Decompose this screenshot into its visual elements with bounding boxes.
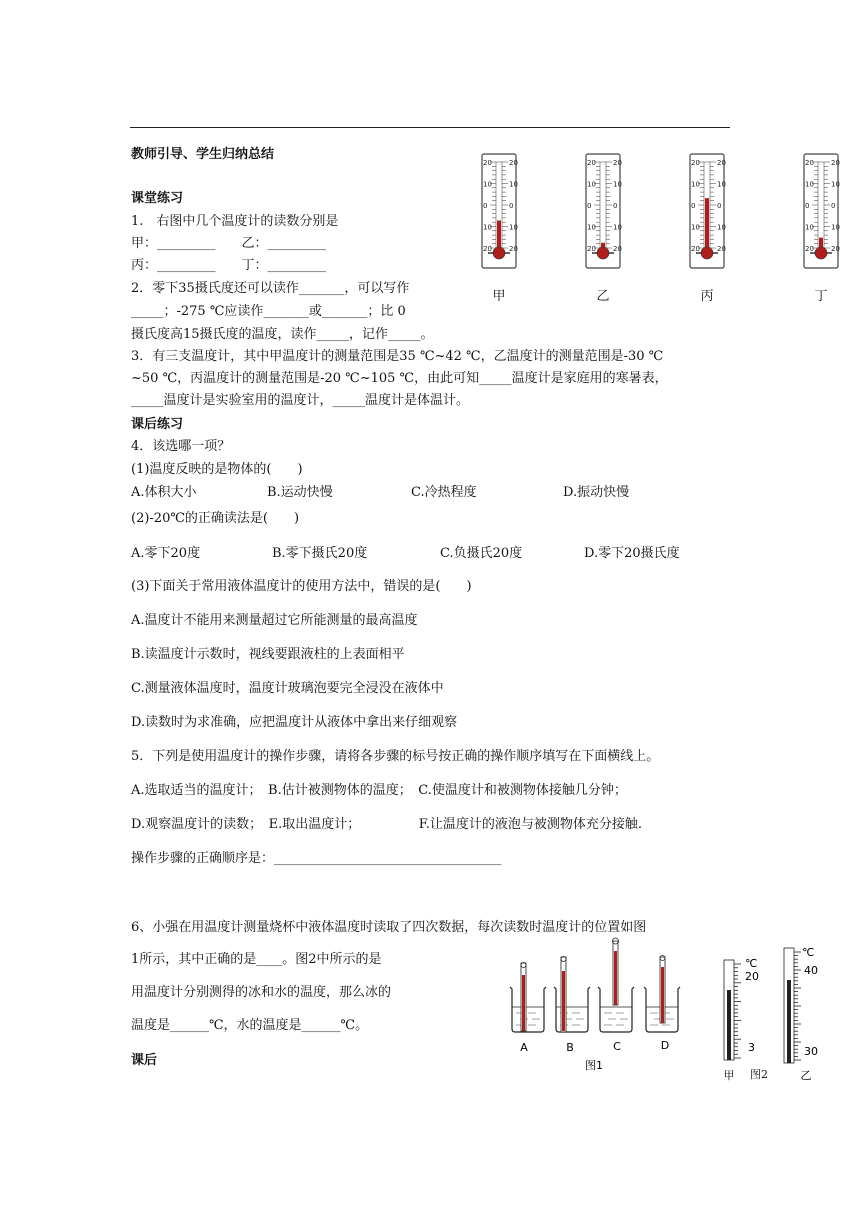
scale-label-right: 0: [613, 202, 618, 210]
scale-label-left: 0: [691, 202, 696, 210]
yi-tick-40: 40: [804, 964, 818, 977]
q1-line2: 甲：_________ 乙：_________: [131, 236, 327, 251]
scale-label-right: 20: [717, 245, 726, 253]
q4-3-option-d: D.读数时为求准确，应把温度计从液体中拿出来仔细观察: [131, 715, 458, 730]
homework-title: 课后练习: [131, 417, 184, 432]
scale-label-right: 20: [613, 159, 622, 167]
fig1-label-a: A: [520, 1041, 528, 1054]
fig1-label-c: C: [613, 1040, 621, 1053]
scale-label-left: 10: [805, 223, 814, 232]
thermometer-bulb-2: [597, 247, 609, 259]
q4-2-stem: (2)-20℃的正确读法是( ): [131, 511, 300, 526]
scale-label-left: 10: [587, 180, 596, 189]
scale-label-right: 10: [831, 223, 840, 232]
scale-label-right: 0: [717, 202, 722, 210]
q6-line3: 用温度计分别测得的冰和水的温度，那么冰的: [131, 985, 392, 1000]
thermometer-label-3: 丙: [700, 289, 714, 304]
q6-line2: 1所示，其中正确的是____。图2中所示的是: [131, 952, 382, 967]
q2-line2: _____；-275 ℃应读作_______或_______；比 0: [131, 304, 406, 319]
scale-label-right: 0: [831, 202, 836, 210]
scale-label-left: 10: [483, 180, 492, 189]
scale-label-left: 20: [691, 159, 700, 167]
q4-3-option-c: C.测量液体温度时，温度计玻璃泡要完全浸没在液体中: [131, 681, 444, 696]
classwork-title: 课堂练习: [131, 191, 184, 206]
q4-1-option-d: D.振动快慢: [563, 485, 630, 500]
scale-label-right: 20: [509, 245, 518, 253]
q5-stem: 5．下列是使用温度计的操作步骤，请将各步骤的标号按正确的操作顺序填写在下面横线上。: [131, 749, 660, 764]
beaker-c: [598, 938, 634, 1032]
thermometer-3: [690, 154, 726, 304]
scale-label-right: 20: [831, 245, 840, 253]
q4-1-option-b: B.运动快慢: [267, 485, 333, 500]
scale-label-right: 10: [509, 223, 518, 232]
thermometer-label-2: 乙: [596, 289, 610, 304]
q4-3-option-a: A.温度计不能用来测量超过它所能测量的最高温度: [131, 613, 418, 628]
scale-label-left: 0: [483, 202, 488, 210]
scale-label-left: 20: [587, 245, 596, 253]
scale-label-right: 10: [509, 180, 518, 189]
scale-label-left: 10: [691, 223, 700, 232]
yi-tick-30: 30: [804, 1045, 818, 1058]
q5-steps-line1: A.选取适当的温度计； B.估计被测物体的温度； C.使温度计和被测物体接触几分钟；: [131, 783, 627, 798]
scale-label-left: 0: [587, 202, 592, 210]
q4-1-stem: (1)温度反映的是物体的( ): [131, 462, 303, 477]
summary-title: 教师引导、学生归纳总结: [131, 147, 275, 162]
thermometer-4: [804, 154, 840, 304]
q6-line4: 温度是______℃，水的温度是______℃。: [131, 1018, 369, 1033]
scale-label-right: 20: [613, 245, 622, 253]
thermometer-1: [482, 154, 518, 304]
scale-label-left: 20: [483, 245, 492, 253]
liquid-column-3: [705, 198, 709, 248]
q3-line1: 3．有三支温度计，其中甲温度计的测量范围是35 ℃~42 ℃，乙温度计的测量范围是-30 ℃: [131, 349, 664, 364]
scale-label-left: 0: [805, 202, 810, 210]
scale-label-left: 10: [483, 223, 492, 232]
jia-tick-3: 3: [748, 1041, 755, 1054]
q3-line2: ~50 ℃，丙温度计的测量范围是-20 ℃~105 ℃，由此可知_____温度计是家庭用的寒暑表，: [131, 371, 668, 386]
q6-line1: 6、小强在用温度计测量烧杯中液体温度时读取了四次数据，每次读数时温度计的位置如图: [131, 920, 647, 935]
scale-jia: [724, 940, 760, 1082]
q5-steps-line2: D.观察温度计的读数； E.取出温度计； F.让温度计的液泡与被测物体充分接触.: [131, 817, 642, 832]
thermometer-2: [586, 154, 622, 304]
figure1-beakers: [498, 935, 698, 1075]
scale-label-left: 20: [587, 159, 596, 167]
fig2-caption: 图2: [750, 1068, 768, 1081]
top-rule: [130, 127, 730, 128]
beaker-d: [644, 956, 680, 1033]
thermometer-bulb-1: [493, 247, 505, 259]
jia-unit: ℃: [745, 957, 758, 970]
q2-line3: 摄氏度高15摄氏度的温度，读作_____，记作_____。: [131, 327, 434, 342]
scale-label-right: 20: [831, 159, 840, 167]
scale-label-right: 10: [613, 223, 622, 232]
fig1-label-d: D: [660, 1039, 670, 1052]
scale-label-right: 10: [717, 180, 726, 189]
jia-label: 甲: [723, 1069, 735, 1082]
jia-tick-20: 20: [745, 970, 759, 983]
scale-label-left: 20: [805, 245, 814, 253]
q4-2-option-a: A.零下20度: [131, 546, 201, 561]
after-class-title: 课后: [131, 1053, 158, 1068]
thermometer-figure: [470, 148, 855, 308]
q1-line1: 1. 右图中几个温度计的读数分别是: [131, 214, 339, 229]
fig1-label-b: B: [566, 1041, 574, 1054]
scale-label-left: 20: [805, 159, 814, 167]
q2-line1: 2．零下35摄氏度还可以读作_______，可以写作: [131, 281, 410, 296]
yi-unit: ℃: [802, 946, 815, 959]
thermometer-label-1: 甲: [492, 289, 506, 304]
fig1-caption: 图1: [585, 1059, 603, 1072]
scale-label-left: 10: [691, 180, 700, 189]
scale-label-left: 20: [691, 245, 700, 253]
q3-line3: _____温度计是实验室用的温度计，_____温度计是体温计。: [131, 393, 470, 408]
q4-1-option-a: A.体积大小: [131, 485, 197, 500]
scale-label-right: 10: [831, 180, 840, 189]
q4-1-option-c: C.冷热程度: [411, 485, 477, 500]
q4-3-stem: (3)下面关于常用液体温度计的使用方法中，错误的是( ): [131, 579, 472, 594]
q1-line3: 丙：_________ 丁：_________: [131, 258, 327, 273]
q4-2-option-d: D.零下20摄氏度: [584, 546, 680, 561]
q4-3-option-b: B.读温度计示数时，视线要跟液柱的上表面相平: [131, 647, 405, 662]
liquid-column-1: [497, 220, 501, 248]
yi-label: 乙: [800, 1069, 812, 1082]
scale-yi: [784, 940, 818, 1082]
thermometer-bulb-4: [815, 247, 827, 259]
liquid-column-4: [819, 238, 823, 248]
scale-label-left: 20: [483, 159, 492, 167]
thermometer-label-4: 丁: [814, 289, 828, 304]
scale-label-left: 10: [805, 180, 814, 189]
q5-answer-line: 操作步骤的正确顺序是：___________________________________: [131, 851, 502, 866]
figure2-scales: [712, 940, 832, 1085]
q4-2-option-c: C.负摄氏20度: [440, 546, 523, 561]
q4-2-option-b: B.零下摄氏20度: [272, 546, 368, 561]
beaker-b: [554, 957, 590, 1033]
scale-label-right: 20: [717, 159, 726, 167]
beaker-a: [510, 963, 546, 1033]
thermometer-bulb-3: [701, 247, 713, 259]
scale-label-right: 10: [613, 180, 622, 189]
scale-label-left: 10: [587, 223, 596, 232]
scale-label-right: 0: [509, 202, 514, 210]
scale-label-right: 20: [509, 159, 518, 167]
q4-title: 4．该选哪一项？: [131, 439, 231, 454]
scale-label-right: 10: [717, 223, 726, 232]
